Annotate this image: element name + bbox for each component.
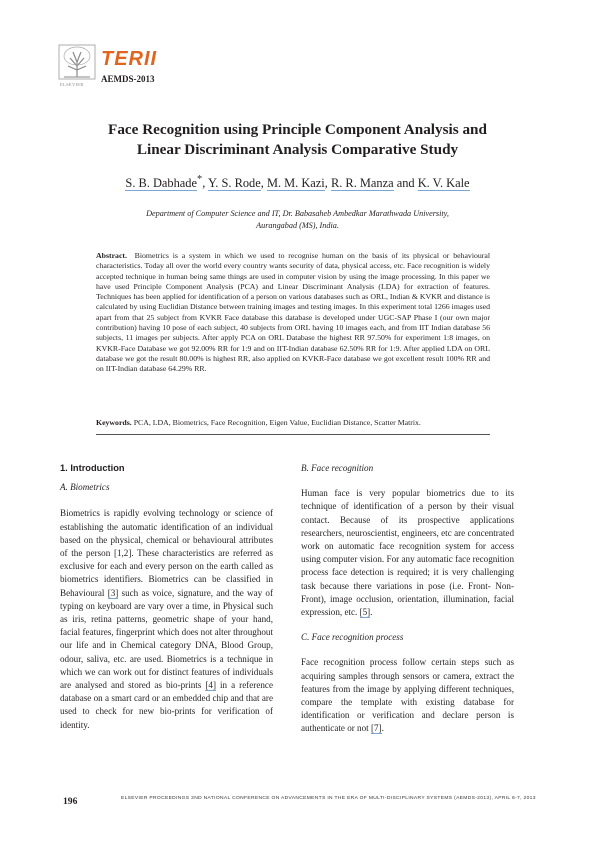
paragraph-text: Face recognition process follow certain steps such as acquiring samples through sensors or camera, extract the features from the image by applying different techniques, compare the template with existing database for identification or verification and declare person is authenticate or not (301, 657, 514, 734)
paragraph-face-recognition (301, 487, 514, 619)
publisher-name: ELSEVIER (60, 82, 84, 87)
author-link[interactable]: Y. S. Rode (207, 176, 261, 191)
paragraph-text: . (381, 723, 384, 734)
author-and: and (393, 176, 418, 191)
citation-link[interactable]: [7] (370, 723, 382, 734)
author-separator: , (260, 176, 267, 191)
running-footer: ELSEVIER PROCEEDINGS 2ND NATIONAL CONFERENCE ON ADVANCEMENTS IN THE ERA OF MULTI-DISCIPLINARY SYSTEMS (AEMDS-2013), APRIL 6-7, 2013 (121, 796, 536, 801)
paragraph-text: Human face is very popular biometrics due to its technique of identification of a person by their visual contact. Because of its prospective applications researchers, neuroscientist, engineers, etc are concentrated work on automatic face recognition system for access using computer vision. For any automatic face recognition process face detection is required; it is very challenging task because there variations in pose (i.e. Front- Non-Front), image occlusion, orientation, illumination, facial expression, etc. (301, 488, 514, 618)
paragraph-text: in a reference database on a smart card or an embedded chip and that are used to check for new bio-prints for verification of identity. (60, 680, 273, 730)
page-number: 196 (63, 796, 78, 807)
paragraph-biometrics (60, 507, 273, 731)
affiliation (100, 208, 495, 232)
author-list (60, 174, 535, 191)
left-column (60, 462, 273, 732)
conference-logo (58, 44, 178, 88)
right-column (301, 462, 514, 736)
author-link[interactable]: S. B. Dabhade (125, 176, 198, 191)
author-separator: , (202, 176, 208, 191)
subheading-face-recognition-process: C. Face recognition process (301, 632, 404, 643)
abstract (96, 251, 490, 375)
affiliation-line: Department of Computer Science and IT, Dr. Babasaheb Ambedkar Marathwada University, (146, 209, 449, 218)
citation-link[interactable]: [5] (359, 607, 371, 618)
paragraph-face-recognition-process (301, 656, 514, 735)
title-line: Linear Discriminant Analysis Comparative Study (136, 141, 459, 158)
paper-title (60, 120, 535, 160)
paragraph-text: such as voice, signature, and the way of typing on keyboard are vary over a time, in Physical such as iris, retina patterns, geometric shape of your hand, facial features, fingerprint which does not alter throughout our life and in Chemical category DNA, Blood Group, odour, saliva, etc. are used. Biometrics is a technique in which we can work out for distinct features of individuals are analysed and stored as bio-prints (60, 587, 273, 691)
paragraph-text: Biometrics is rapidly evolving technology or science of establishing the automatic identification of an individual based on the physical, chemical or behavioural attributes of the person [1,2]. These characteristics are referred as exclusive for each and every person on the earth called as biometrics identifiers. Biometrics can be classified in Behavioural (60, 508, 273, 598)
affiliation-line: Aurangabad (MS), India. (256, 221, 339, 230)
author-separator: , (324, 176, 331, 191)
section-heading-introduction: 1. Introduction (60, 463, 125, 473)
abstract-label: Abstract. (96, 251, 127, 260)
abstract-divider (96, 434, 490, 435)
author-link[interactable]: M. M. Kazi (266, 176, 325, 191)
subheading-face-recognition: B. Face recognition (301, 463, 374, 473)
corresponding-mark: * (197, 174, 203, 185)
keywords-text: PCA, LDA, Biometrics, Face Recognition, Eigen Value, Euclidian Distance, Scatter Matrix. (133, 418, 421, 427)
abstract-text: Biometrics is a system in which we used to recognise human on the basis of its physical or behavioural characteristics. Today all over the world every country wants security of data, physical access, etc. Face recognition is widely accepted technique in human being same things are used in computer vision by using the image processing. In this paper we have used Principle Component Analysis (PCA) and Linear Discriminant Analysis (LDA) for extraction of features. Techniques has been applied for identification of a person on various databases such as ORL, Indian & KVKR and distance is calculated by using Euclidian Distance between training images and testing images. In this experiment total 1266 images used apart from that 25 subject from KVKR Face database this database is developed under UGC-SAP Phase I (our own major contribution) having 10 pose of each subject, 40 subjects from ORL having 10 images each, and from IIT Indian database 56 subjects, 11 images per subjects. After apply PCA on ORL Database the highest RR 97.50% for experiment 1:8 images, on KVKR-Face Database we got 92.00% RR for 1:9 and on IIT-Indian database 62.50% RR for 1:9. After applied LDA on ORL database we got the result 80.00% is highest RR, also applied on KVKR-Face database we got excellent result 100% RR and on IIT-Indian database 64.29% RR. (96, 251, 490, 374)
citation-link[interactable]: [3] (107, 587, 119, 598)
subheading-biometrics: A. Biometrics (60, 482, 110, 493)
keywords (96, 418, 490, 428)
conference-label: AEMDS-2013 (101, 74, 155, 84)
author-link[interactable]: K. V. Kale (417, 176, 470, 191)
keywords-label: Keywords. (96, 418, 132, 427)
citation-link[interactable]: [4] (205, 680, 216, 691)
paragraph-text: . (370, 607, 373, 618)
author-link[interactable]: R. R. Manza (330, 176, 394, 191)
brand-logo-text: TERII (101, 48, 158, 70)
elsevier-tree-icon (58, 44, 96, 84)
title-line: Face Recognition using Principle Component Analysis and (108, 121, 487, 138)
